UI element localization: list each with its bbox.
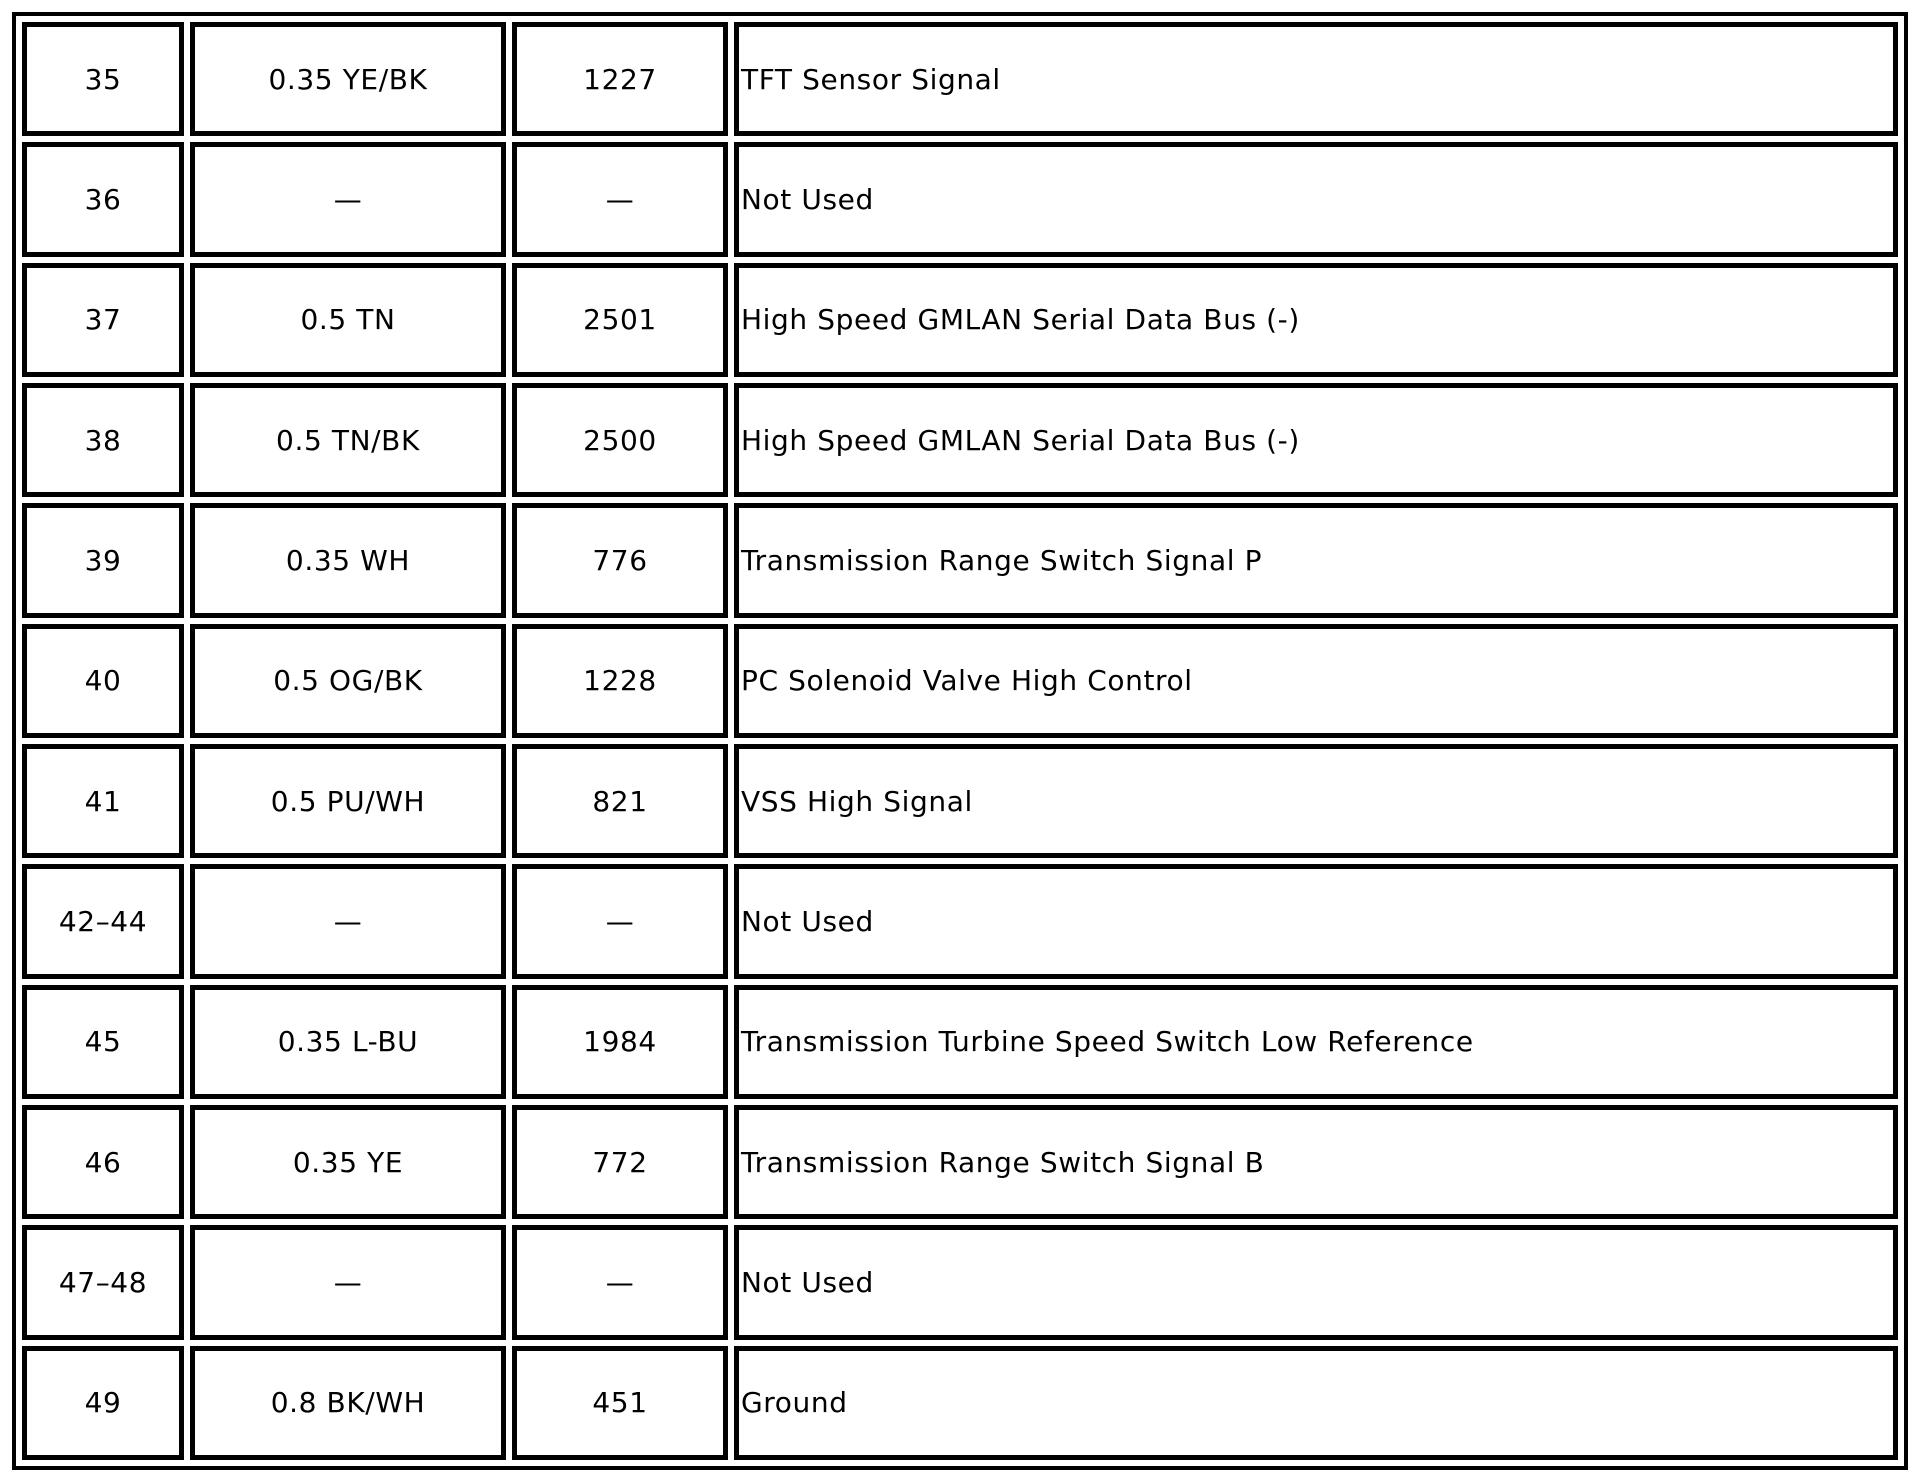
pin-cell: 36	[22, 142, 184, 256]
table-row	[22, 1346, 1898, 1460]
pin-cell: 35	[22, 22, 184, 136]
pin-cell: 38	[22, 383, 184, 497]
function-cell: Ground	[734, 1346, 1898, 1460]
wire-cell: —	[190, 1225, 506, 1339]
table-row	[22, 1225, 1898, 1339]
table-row	[22, 263, 1898, 377]
function-cell: Transmission Turbine Speed Switch Low Reference	[734, 985, 1898, 1099]
function-cell: Transmission Range Switch Signal P	[734, 503, 1898, 617]
table-row	[22, 142, 1898, 256]
wire-cell: 0.35 YE	[190, 1105, 506, 1219]
pin-cell: 47–48	[22, 1225, 184, 1339]
function-cell: TFT Sensor Signal	[734, 22, 1898, 136]
wire-cell: —	[190, 864, 506, 978]
wire-cell: —	[190, 142, 506, 256]
function-cell: Transmission Range Switch Signal B	[734, 1105, 1898, 1219]
circuit-cell: 2501	[512, 263, 728, 377]
table-row	[22, 985, 1898, 1099]
wire-cell: 0.35 WH	[190, 503, 506, 617]
table-body	[22, 22, 1898, 1460]
wire-cell: 0.5 TN/BK	[190, 383, 506, 497]
circuit-cell: 1984	[512, 985, 728, 1099]
table-row	[22, 1105, 1898, 1219]
circuit-cell: 1228	[512, 624, 728, 738]
circuit-cell: 1227	[512, 22, 728, 136]
pin-cell: 49	[22, 1346, 184, 1460]
pin-cell: 37	[22, 263, 184, 377]
function-cell: High Speed GMLAN Serial Data Bus (-)	[734, 263, 1898, 377]
circuit-cell: 2500	[512, 383, 728, 497]
function-cell: Not Used	[734, 864, 1898, 978]
table-row	[22, 864, 1898, 978]
circuit-cell: —	[512, 142, 728, 256]
wire-cell: 0.5 TN	[190, 263, 506, 377]
table-row	[22, 624, 1898, 738]
pin-cell: 45	[22, 985, 184, 1099]
circuit-cell: —	[512, 1225, 728, 1339]
circuit-cell: 772	[512, 1105, 728, 1219]
wire-cell: 0.35 L-BU	[190, 985, 506, 1099]
function-cell: Not Used	[734, 1225, 1898, 1339]
wire-cell: 0.5 OG/BK	[190, 624, 506, 738]
table-row	[22, 503, 1898, 617]
circuit-cell: —	[512, 864, 728, 978]
pin-cell: 41	[22, 744, 184, 858]
table-row	[22, 22, 1898, 136]
wire-cell: 0.5 PU/WH	[190, 744, 506, 858]
function-cell: PC Solenoid Valve High Control	[734, 624, 1898, 738]
pin-cell: 39	[22, 503, 184, 617]
circuit-cell: 821	[512, 744, 728, 858]
function-cell: Not Used	[734, 142, 1898, 256]
wire-cell: 0.8 BK/WH	[190, 1346, 506, 1460]
connector-pinout-table	[12, 12, 1908, 1470]
function-cell: High Speed GMLAN Serial Data Bus (-)	[734, 383, 1898, 497]
pin-cell: 46	[22, 1105, 184, 1219]
circuit-cell: 776	[512, 503, 728, 617]
pin-cell: 40	[22, 624, 184, 738]
wire-cell: 0.35 YE/BK	[190, 22, 506, 136]
pin-cell: 42–44	[22, 864, 184, 978]
circuit-cell: 451	[512, 1346, 728, 1460]
function-cell: VSS High Signal	[734, 744, 1898, 858]
table-row	[22, 744, 1898, 858]
table-row	[22, 383, 1898, 497]
